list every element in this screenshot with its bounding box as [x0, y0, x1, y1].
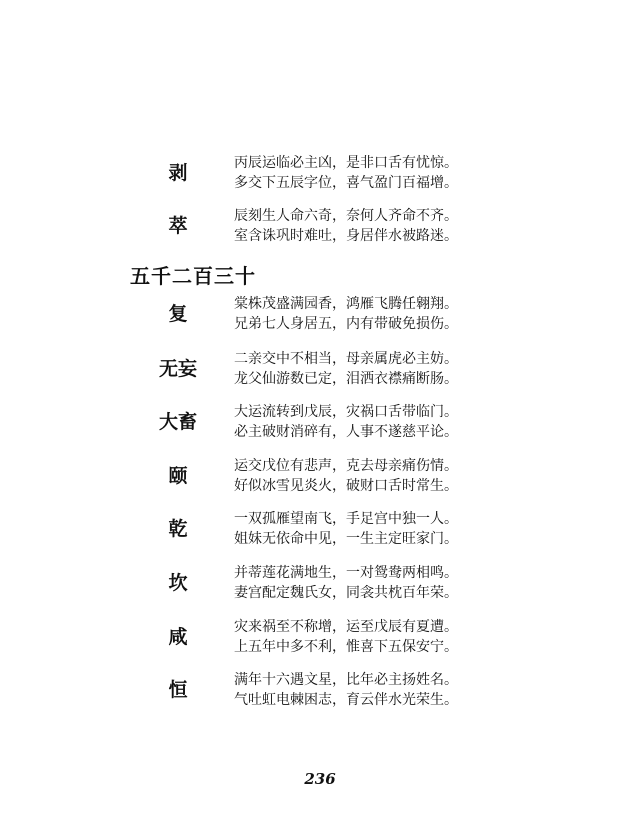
- page-number: 236: [304, 770, 336, 788]
- verse-line-1: 棠株茂盛满园香，鸿雁飞腾任翱翔。: [234, 296, 458, 312]
- hexagram-name: 大畜: [158, 411, 197, 433]
- verse-lines: [234, 349, 634, 389]
- verse-line-2: 室含诛巩时难吐，身居伴水被路迷。: [234, 228, 458, 244]
- verse-line-2: 多交下五辰字位，喜气盈门百福增。: [234, 175, 458, 191]
- hexagram-name: 剥: [168, 162, 188, 184]
- hexagram-name: 乾: [168, 518, 188, 540]
- verse-line-1: 二亲交中不相当，母亲属虎必主妨。: [234, 351, 458, 367]
- hexagram-name: 颐: [168, 465, 188, 487]
- verse-lines: [234, 563, 634, 603]
- verse-line-2: 姐妹无依命中见，一生主定旺家门。: [234, 531, 458, 547]
- verse-line-2: 必主破财消碎有，人事不遂慈平论。: [234, 424, 458, 440]
- hexagram-name: 复: [168, 303, 188, 325]
- verse-line-2: 上五年中多不利，惟喜下五保安宁。: [234, 639, 458, 655]
- verse-line-1: 运交戊位有悲声，克去母亲痛伤情。: [234, 458, 458, 474]
- verse-line-1: 一双孤雁望南飞，手足宫中独一人。: [234, 511, 458, 527]
- verse-lines: [234, 206, 634, 246]
- verse-line-2: 兄弟七人身居五，内有带破免损伤。: [234, 316, 458, 332]
- hexagram-name: 坎: [168, 572, 188, 594]
- verse-lines: [234, 456, 634, 496]
- verse-line-1: 并蒂莲花满地生，一对鸳鸯两相鸣。: [234, 565, 458, 581]
- hexagram-name: 咸: [168, 626, 188, 648]
- verse-lines: [234, 670, 634, 710]
- verse-line-1: 大运流转到戊辰，灾祸口舌带临门。: [234, 404, 458, 420]
- hexagram-name: 无妄: [158, 358, 197, 380]
- verse-line-2: 龙父仙游数已定，泪洒衣襟痛断肠。: [234, 371, 458, 387]
- verse-lines: [234, 153, 634, 193]
- verse-lines: [234, 617, 634, 657]
- hexagram-name: 恒: [168, 679, 188, 701]
- verse-line-1: 辰刻生人命六奇，奈何人齐命不齐。: [234, 208, 458, 224]
- verse-line-2: 妻宫配定魏氏女，同衾共枕百年荣。: [234, 585, 458, 601]
- section-heading: 五千二百三十: [130, 264, 256, 288]
- verse-line-1: 灾来祸至不称增，运至戊辰有夏遭。: [234, 619, 458, 635]
- verse-line-2: 好似冰雪见炎火，破财口舌时常生。: [234, 478, 458, 494]
- verse-lines: [234, 509, 634, 549]
- verse-lines: [234, 402, 634, 442]
- verse-lines: [234, 294, 634, 334]
- verse-line-1: 满年十六遇文星，比年必主扬姓名。: [234, 672, 458, 688]
- verse-line-2: 气吐虹电棘困志，育云伴水光荣生。: [234, 692, 458, 708]
- verse-line-1: 丙辰运临必主凶，是非口舌有忧惊。: [234, 155, 458, 171]
- hexagram-name: 萃: [168, 215, 188, 237]
